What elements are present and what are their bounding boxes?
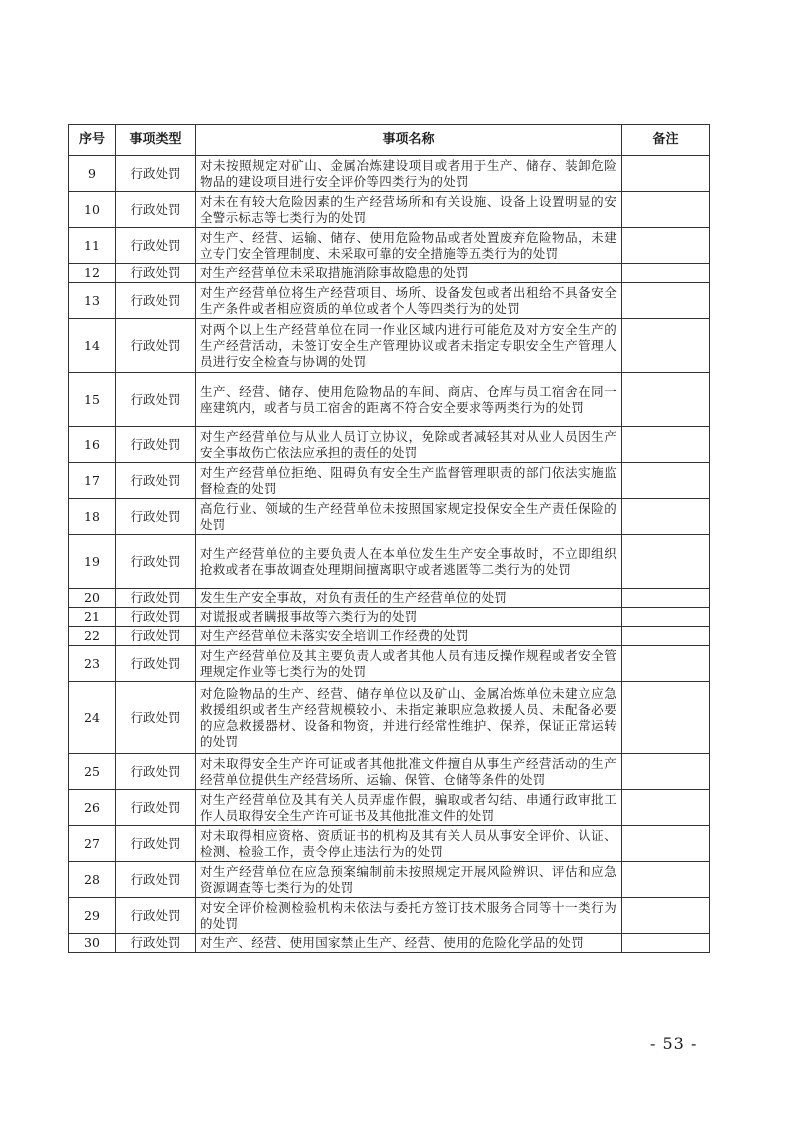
row-remark	[622, 790, 710, 826]
row-name: 生产、经营、储存、使用危险物品的车间、商店、仓库与员工宿舍在同一座建筑内，或者与员工宿舍的距离不符合安全要求等两类行为的处罚	[196, 373, 622, 427]
row-type: 行政处罚	[116, 790, 196, 826]
row-no: 22	[69, 627, 116, 646]
row-name: 对谎报或者瞒报事故等六类行为的处罚	[196, 608, 622, 627]
row-type: 行政处罚	[116, 427, 196, 463]
table-row	[69, 228, 710, 264]
table-row	[69, 826, 710, 862]
row-type: 行政处罚	[116, 682, 196, 754]
row-name: 对危险物品的生产、经营、储存单位以及矿山、金属冶炼单位未建立应急救援组织或者生产经营规模较小、未指定兼职应急救援人员、未配备必要的应急救援器材、设备和物资，并进行经常性维护、保养，保证正常运转的处罚	[196, 682, 622, 754]
table-row	[69, 646, 710, 682]
row-type: 行政处罚	[116, 156, 196, 192]
table-row	[69, 192, 710, 228]
row-name: 发生生产安全事故，对负有责任的生产经营单位的处罚	[196, 589, 622, 608]
row-type: 行政处罚	[116, 283, 196, 319]
table-row	[69, 754, 710, 790]
row-name: 对生产经营单位未落实安全培训工作经费的处罚	[196, 627, 622, 646]
row-remark	[622, 535, 710, 589]
row-remark	[622, 608, 710, 627]
row-remark	[622, 934, 710, 953]
row-type: 行政处罚	[116, 319, 196, 373]
row-remark	[622, 463, 710, 499]
table-row	[69, 499, 710, 535]
row-no: 17	[69, 463, 116, 499]
row-no: 13	[69, 283, 116, 319]
row-no: 14	[69, 319, 116, 373]
row-no: 23	[69, 646, 116, 682]
row-no: 24	[69, 682, 116, 754]
page-number: - 53 -	[650, 1034, 698, 1053]
row-remark	[622, 589, 710, 608]
row-remark	[622, 627, 710, 646]
row-name: 对生产经营单位拒绝、阻碍负有安全生产监督管理职责的部门依法实施监督检查的处罚	[196, 463, 622, 499]
row-no: 25	[69, 754, 116, 790]
row-name: 对生产经营单位在应急预案编制前未按照规定开展风险辨识、评估和应急资源调查等七类行为的处罚	[196, 862, 622, 898]
row-no: 10	[69, 192, 116, 228]
table-row	[69, 934, 710, 953]
row-remark	[622, 427, 710, 463]
row-name: 对未在有较大危险因素的生产经营场所和有关设施、设备上设置明显的安全警示标志等七类行为的处罚	[196, 192, 622, 228]
row-type: 行政处罚	[116, 898, 196, 934]
table-header-row	[69, 125, 710, 156]
row-name: 对未按照规定对矿山、金属冶炼建设项目或者用于生产、储存、装卸危险物品的建设项目进行安全评价等四类行为的处罚	[196, 156, 622, 192]
table-row	[69, 463, 710, 499]
row-no: 29	[69, 898, 116, 934]
row-no: 27	[69, 826, 116, 862]
row-remark	[622, 156, 710, 192]
row-no: 11	[69, 228, 116, 264]
row-type: 行政处罚	[116, 499, 196, 535]
row-no: 28	[69, 862, 116, 898]
table-row	[69, 264, 710, 283]
row-no: 15	[69, 373, 116, 427]
table-row	[69, 589, 710, 608]
row-type: 行政处罚	[116, 754, 196, 790]
row-type: 行政处罚	[116, 373, 196, 427]
header-no: 序号	[69, 125, 116, 156]
row-remark	[622, 682, 710, 754]
row-type: 行政处罚	[116, 264, 196, 283]
table-row	[69, 608, 710, 627]
row-type: 行政处罚	[116, 862, 196, 898]
row-type: 行政处罚	[116, 535, 196, 589]
row-no: 21	[69, 608, 116, 627]
table-row	[69, 535, 710, 589]
row-remark	[622, 862, 710, 898]
row-remark	[622, 283, 710, 319]
header-type: 事项类型	[116, 125, 196, 156]
row-remark	[622, 499, 710, 535]
row-type: 行政处罚	[116, 826, 196, 862]
row-name: 高危行业、领域的生产经营单位未按照国家规定投保安全生产责任保险的处罚	[196, 499, 622, 535]
table-row	[69, 862, 710, 898]
table-row	[69, 790, 710, 826]
row-name: 对两个以上生产经营单位在同一作业区域内进行可能危及对方安全生产的生产经营活动，未签订安全生产管理协议或者未指定专职安全生产管理人员进行安全检查与协调的处罚	[196, 319, 622, 373]
row-no: 16	[69, 427, 116, 463]
row-name: 对生产经营单位将生产经营项目、场所、设备发包或者出租给不具备安全生产条件或者相应资质的单位或者个人等四类行为的处罚	[196, 283, 622, 319]
table-row	[69, 898, 710, 934]
row-name: 对生产、经营、运输、储存、使用危险物品或者处置废弃危险物品，未建立专门安全管理制度、未采取可靠的安全措施等五类行为的处罚	[196, 228, 622, 264]
table-row	[69, 682, 710, 754]
row-no: 20	[69, 589, 116, 608]
row-remark	[622, 192, 710, 228]
row-type: 行政处罚	[116, 463, 196, 499]
row-no: 12	[69, 264, 116, 283]
row-name: 对生产经营单位及其主要负责人或者其他人员有违反操作规程或者安全管理规定作业等七类行为的处罚	[196, 646, 622, 682]
row-no: 19	[69, 535, 116, 589]
row-no: 30	[69, 934, 116, 953]
row-no: 9	[69, 156, 116, 192]
row-remark	[622, 319, 710, 373]
table-row	[69, 283, 710, 319]
row-type: 行政处罚	[116, 228, 196, 264]
row-remark	[622, 373, 710, 427]
row-name: 对未取得相应资格、资质证书的机构及其有关人员从事安全评价、认证、检测、检验工作，责令停止违法行为的处罚	[196, 826, 622, 862]
row-name: 对生产经营单位与从业人员订立协议，免除或者减轻其对从业人员因生产安全事故伤亡依法应承担的责任的处罚	[196, 427, 622, 463]
row-type: 行政处罚	[116, 646, 196, 682]
row-type: 行政处罚	[116, 934, 196, 953]
row-name: 对生产经营单位的主要负责人在本单位发生生产安全事故时，不立即组织抢救或者在事故调查处理期间擅离职守或者逃匿等二类行为的处罚	[196, 535, 622, 589]
row-remark	[622, 898, 710, 934]
table-row	[69, 373, 710, 427]
row-no: 18	[69, 499, 116, 535]
table-row	[69, 319, 710, 373]
row-no: 26	[69, 790, 116, 826]
row-remark	[622, 646, 710, 682]
header-remark: 备注	[622, 125, 710, 156]
row-name: 对未取得安全生产许可证或者其他批准文件擅自从事生产经营活动的生产经营单位提供生产经营场所、运输、保管、仓储等条件的处罚	[196, 754, 622, 790]
row-remark	[622, 754, 710, 790]
table-row	[69, 427, 710, 463]
header-name: 事项名称	[196, 125, 622, 156]
row-remark	[622, 228, 710, 264]
table-row	[69, 156, 710, 192]
row-name: 对生产经营单位及其有关人员弄虚作假，骗取或者勾结、串通行政审批工作人员取得安全生产许可证书及其他批准文件的处罚	[196, 790, 622, 826]
row-type: 行政处罚	[116, 589, 196, 608]
row-type: 行政处罚	[116, 627, 196, 646]
row-name: 对生产经营单位未采取措施消除事故隐患的处罚	[196, 264, 622, 283]
row-remark	[622, 264, 710, 283]
items-table	[68, 124, 710, 953]
table-row	[69, 627, 710, 646]
row-name: 对生产、经营、使用国家禁止生产、经营、使用的危险化学品的处罚	[196, 934, 622, 953]
row-remark	[622, 826, 710, 862]
row-type: 行政处罚	[116, 192, 196, 228]
row-name: 对安全评价检测检验机构未依法与委托方签订技术服务合同等十一类行为的处罚	[196, 898, 622, 934]
table-body	[69, 156, 710, 953]
row-type: 行政处罚	[116, 608, 196, 627]
